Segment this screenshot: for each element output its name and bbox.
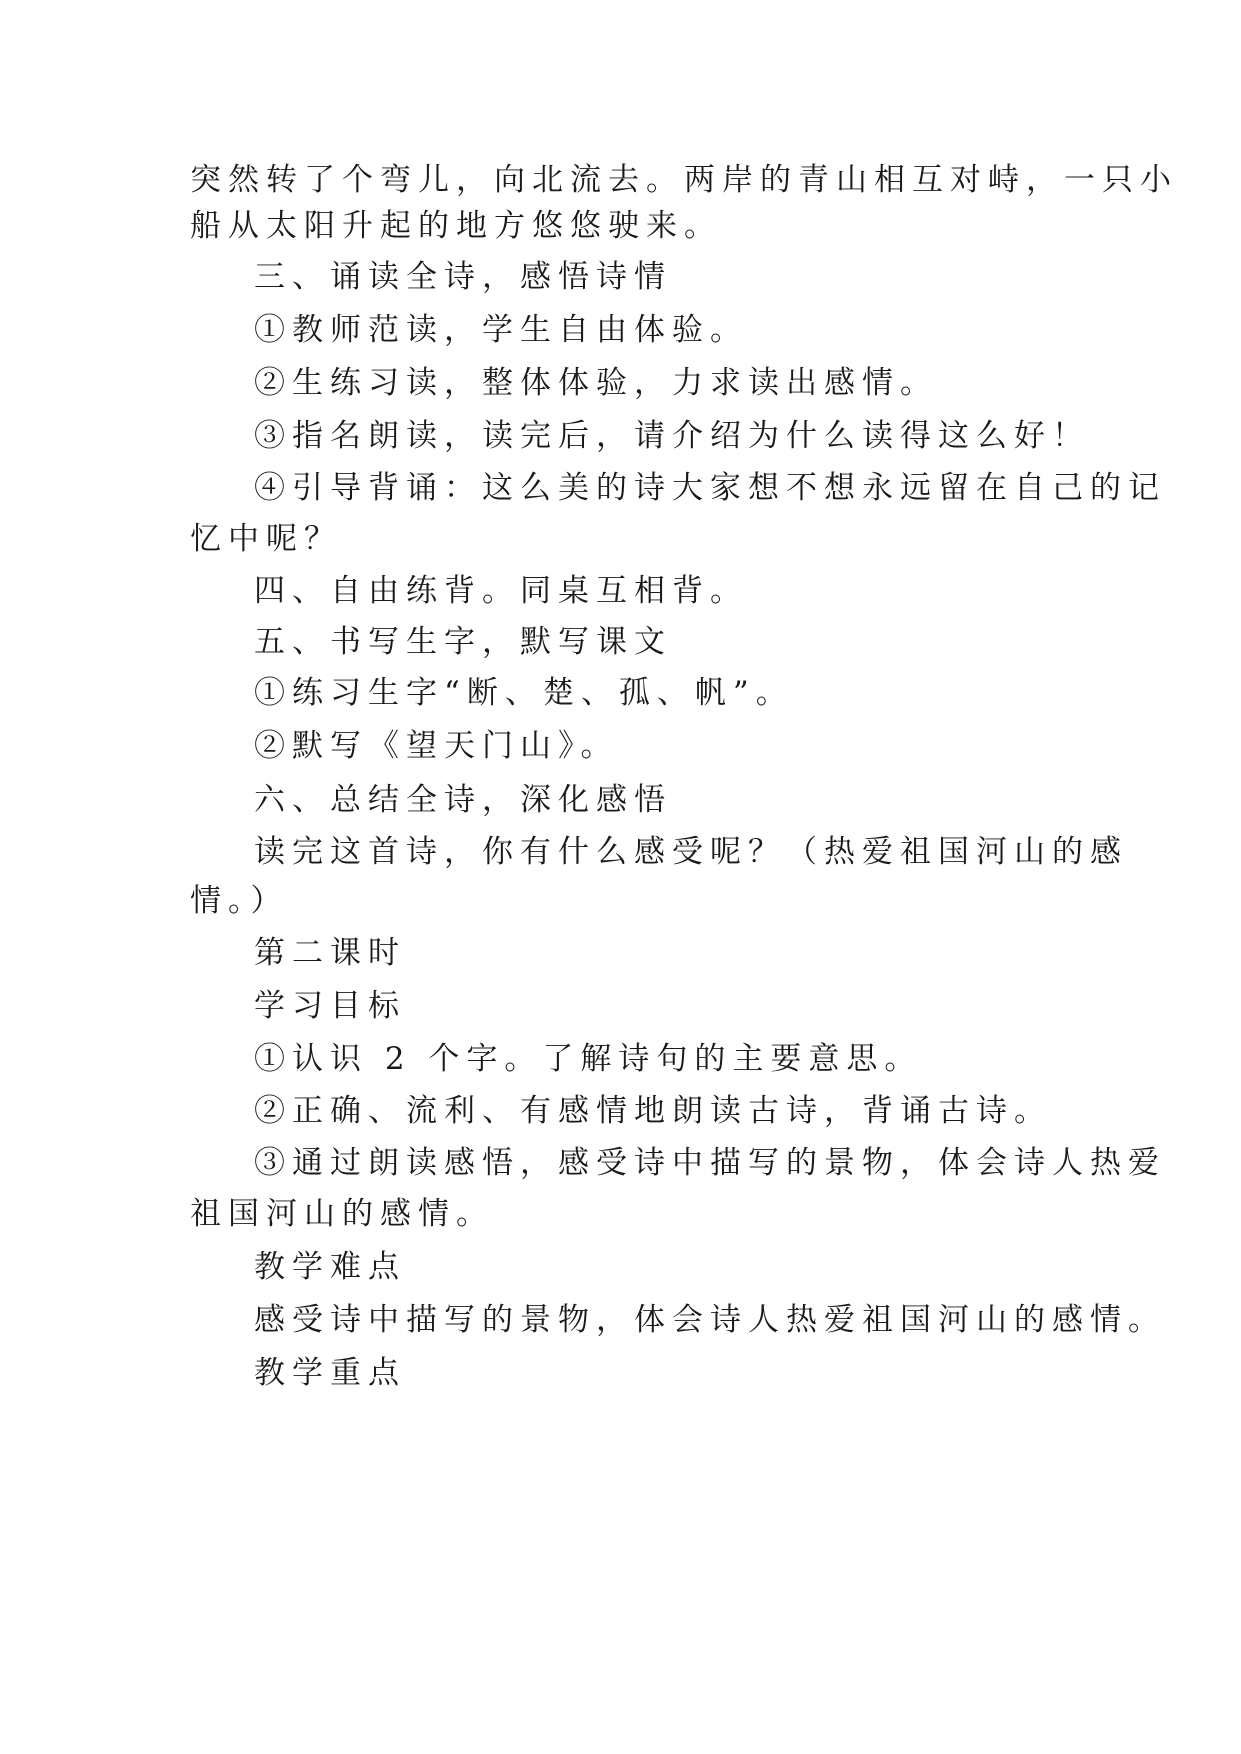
- list-item: ①认识 2 个字。了解诗句的主要意思。: [254, 1041, 923, 1077]
- section-heading: 教学难点: [254, 1249, 406, 1285]
- paragraph-line: 忆中呢？: [190, 521, 342, 557]
- paragraph-line: 读完这首诗，你有什么感受呢？（热爱祖国河山的感: [254, 834, 1128, 870]
- section-heading: 六、总结全诗，深化感悟: [254, 782, 672, 818]
- section-heading: 学习目标: [254, 988, 406, 1024]
- list-item: ①教师范读，学生自由体验。: [254, 312, 748, 348]
- section-heading: 五、书写生字，默写课文: [254, 624, 672, 660]
- list-item: ③指名朗读，读完后，请介绍为什么读得这么好！: [254, 418, 1090, 454]
- paragraph-line: 突然转了个弯儿，向北流去。两岸的青山相互对峙，一只小: [190, 162, 1178, 198]
- paragraph-line: 感受诗中描写的景物，体会诗人热爱祖国河山的感情。: [254, 1302, 1166, 1338]
- paragraph-line: 情。）: [190, 883, 289, 919]
- list-item: ③通过朗读感悟，感受诗中描写的景物，体会诗人热爱: [254, 1145, 1166, 1181]
- paragraph-line: 祖国河山的感情。: [190, 1196, 494, 1232]
- section-heading: 三、诵读全诗，感悟诗情: [254, 259, 672, 295]
- section-heading: 教学重点: [254, 1355, 406, 1391]
- paragraph-line: 船从太阳升起的地方悠悠驶来。: [190, 208, 722, 244]
- list-item: ②默写《望天门山》。: [254, 728, 619, 764]
- section-heading: 四、自由练背。同桌互相背。: [254, 573, 748, 609]
- list-item: ④引导背诵：这么美的诗大家想不想永远留在自己的记: [254, 470, 1166, 506]
- list-item: ②生练习读，整体体验，力求读出感情。: [254, 365, 938, 401]
- list-item: ①练习生字“断、楚、孤、帆”。: [254, 675, 794, 711]
- list-item: ②正确、流利、有感情地朗读古诗，背诵古诗。: [254, 1093, 1052, 1129]
- section-heading: 第二课时: [254, 935, 406, 971]
